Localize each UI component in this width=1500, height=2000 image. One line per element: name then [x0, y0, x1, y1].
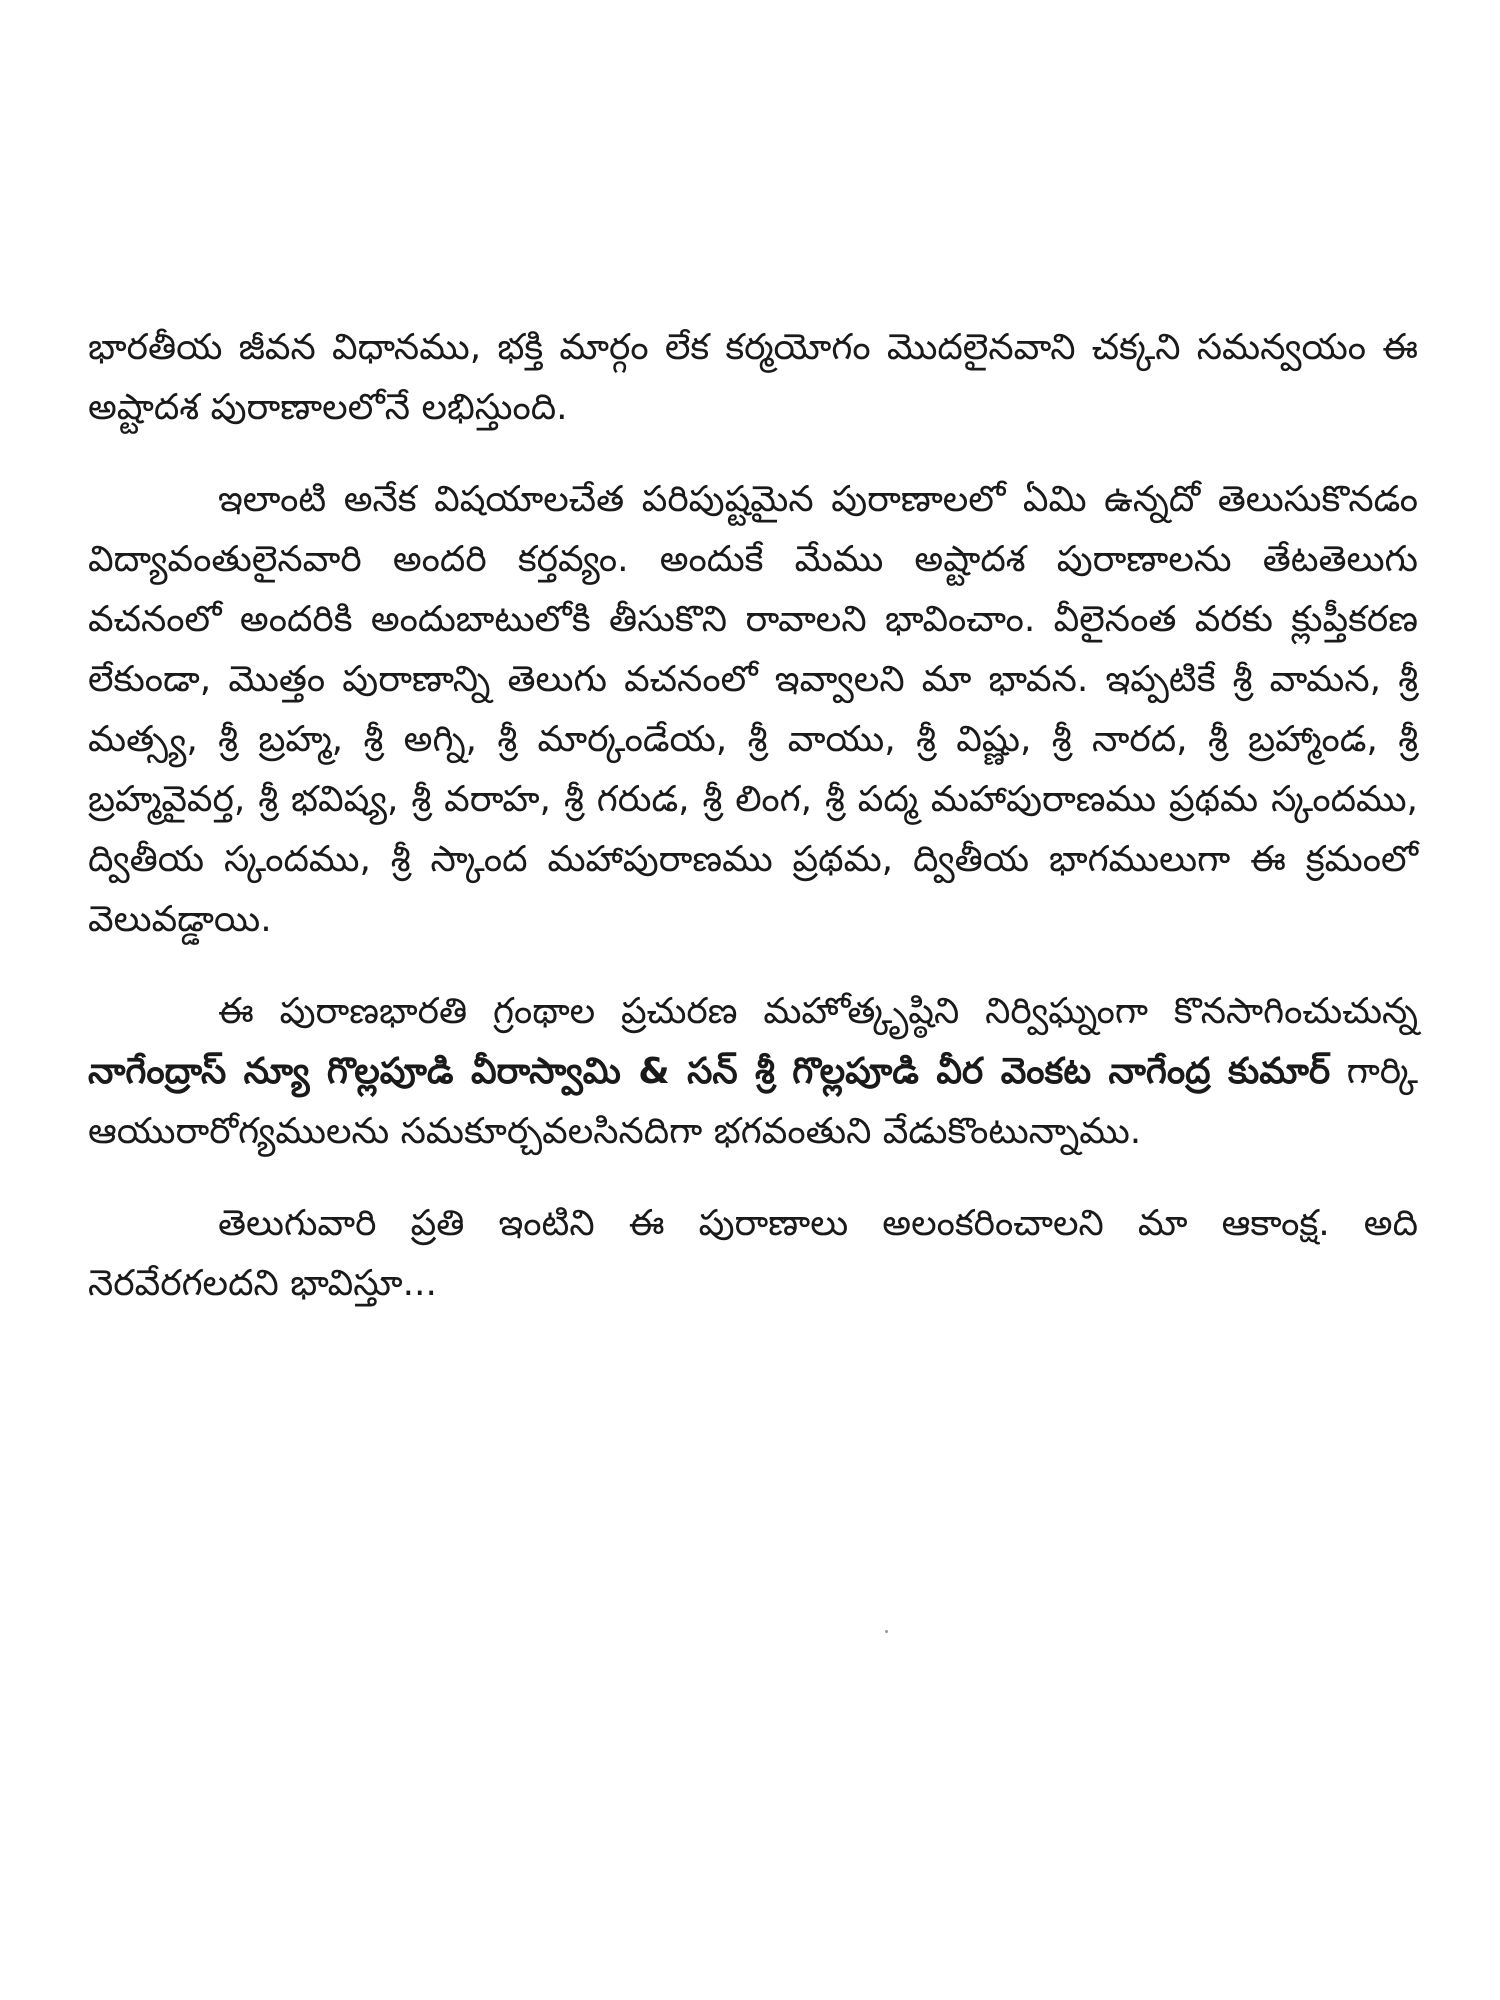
paragraph-3: [88, 982, 1418, 1162]
document-body: [88, 318, 1418, 1314]
paragraph-3-text-start: ఈ పురాణభారతి గ్రంథాల ప్రచురణ మహోత్కృష్ఠిని నిర్విఘ్నంగా కొనసాగించుచున్న: [218, 991, 1418, 1032]
paragraph-3-text-end: గార్కి ఆయురారోగ్యములను సమకూర్చవలసినదిగా భగవంతుని వేడుకొంటున్నాము.: [88, 1051, 1418, 1152]
publisher-name: నాగేంద్రాస్ న్యూ గొల్లపూడి వీరాస్వామి & సన్ శ్రీ గొల్లపూడి వీర వెంకట నాగేంద్ర కుమార్: [88, 1051, 1331, 1092]
scan-speck: [885, 1630, 888, 1633]
paragraph-2: ఇలాంటి అనేక విషయాలచేత పరిపుష్టమైన పురాణాలలో ఏమి ఉన్నదో తెలుసుకొనడం విద్యావంతులైనవారి అందరి కర్తవ్యం. అందుకే మేము అష్టాదశ పురాణాలను తేటతెలుగు వచనంలో అందరికి అందుబాటులోకి తీసుకొని రావాలని భావించాం. వీలైనంత వరకు క్లుప్తీకరణ లేకుండా, మొత్తం పురాణాన్ని తెలుగు వచనంలో ఇవ్వాలని మా భావన. ఇప్పటికే శ్రీ వామన, శ్రీ మత్స్య, శ్రీ బ్రహ్మ, శ్రీ అగ్ని, శ్రీ మార్కండేయ, శ్రీ వాయు, శ్రీ విష్ణు, శ్రీ నారద, శ్రీ బ్రహ్మాండ, శ్రీ బ్రహ్మవైవర్త, శ్రీ భవిష్య, శ్రీ వరాహ, శ్రీ గరుడ, శ్రీ లింగ, శ్రీ పద్మ మహాపురాణము ప్రథమ స్కందము, ద్వితీయ స్కందము, శ్రీ స్కాంద మహాపురాణము ప్రథమ, ద్వితీయ భాగములుగా ఈ క్రమంలో వెలువడ్డాయి.: [88, 479, 1418, 940]
paragraph-4: తెలుగువారి ప్రతి ఇంటిని ఈ పురాణాలు అలంకరించాలని మా ఆకాంక్ష. అది నెరవేరగలదని భావిస్తూ...: [88, 1203, 1418, 1304]
paragraph-1: భారతీయ జీవన విధానము, భక్తి మార్గం లేక కర్మయోగం మొదలైనవాని చక్కని సమన్వయం ఈ అష్టాదశ పురాణాలలోనే లభిస్తుంది.: [88, 327, 1418, 428]
